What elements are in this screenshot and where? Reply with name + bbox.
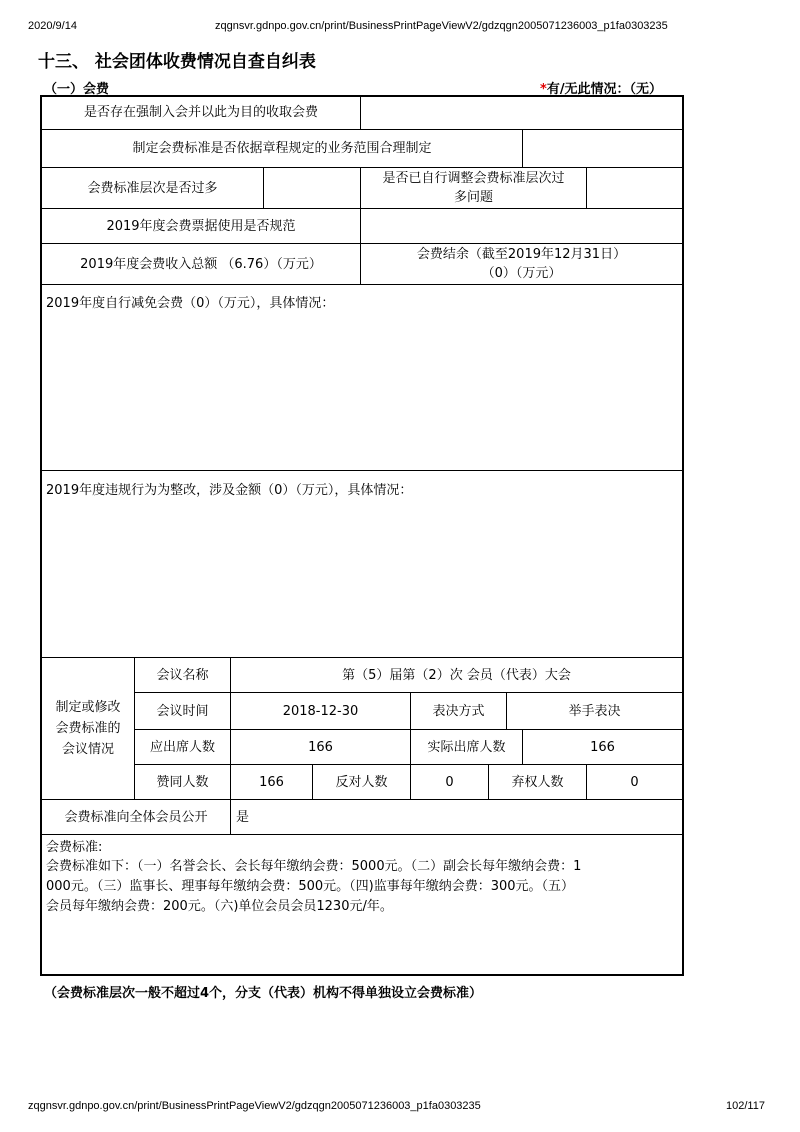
subsection-label: （一）会费 (44, 82, 110, 97)
publicity-label: 会费标准向全体会员公开 (64, 809, 208, 825)
vote-method-label: 表决方式 (432, 703, 485, 719)
row-divider (40, 470, 684, 471)
status-label: 有/无此情况：（无） (546, 82, 663, 97)
meeting-time-value: 2018-12-30 (282, 703, 359, 719)
abstain-count-value: 0 (630, 774, 639, 790)
adjusted-levels-line-2: 多问题 (453, 190, 493, 205)
fee-standard-heading: 会费标准: (46, 840, 103, 855)
oppose-count-value: 0 (445, 774, 454, 790)
agree-count-label: 赞同人数 (156, 774, 209, 790)
violation-details: 2019年度违规行为为整改，涉及金额（0）（万元），具体情况： (46, 483, 413, 498)
expected-attendance-label: 应出席人数 (149, 739, 215, 755)
actual-attendance-value: 166 (590, 739, 615, 755)
fee-levels-answer (264, 168, 360, 208)
agree-count-value: 166 (259, 774, 284, 790)
meeting-side-label-line-1: 制定或修改 (55, 700, 121, 715)
standard-basis-answer (523, 130, 682, 167)
fee-levels-question: 会费标准层次是否过多 (87, 180, 218, 196)
forced-join-question: 是否存在强制入会并以此为目的收取会费 (83, 105, 318, 120)
adjusted-levels-line-1: 是否已自行调整会费标准层次过 (382, 171, 565, 186)
vote-method-value: 举手表决 (568, 703, 621, 719)
meeting-name-label: 会议名称 (156, 667, 209, 683)
fee-balance-line-1: 会费结余（截至2019年12月31日） (416, 247, 627, 262)
meeting-side-label (42, 658, 134, 799)
fee-balance (361, 244, 682, 284)
fee-standard-line-1: 会费标准如下：（一）名誉会长、会长每年缴纳会费：5000元。（二）副会长每年缴纳会费：1 (46, 859, 582, 874)
publicity-value: 是 (236, 809, 250, 825)
footer-url: zqgnsvr.gdnpo.gov.cn/print/BusinessPrintPageViewV2/gdzqgn2005071236003_p1fa0303235 (28, 1100, 481, 1112)
footnote: （会费标准层次一般不超过4个，分支（代表）机构不得单独设立会费标准） (44, 986, 483, 1001)
actual-attendance-label: 实际出席人数 (427, 739, 506, 755)
row-divider (40, 284, 684, 285)
oppose-count-label: 反对人数 (335, 774, 388, 790)
print-date: 2020/9/14 (28, 20, 77, 32)
meeting-name-value: 第（5）届第（2）次 会员（代表）大会 (342, 667, 571, 683)
fee-standard-line-3: 会员每年缴纳会费：200元。（六)单位会员会员1230元/年。 (46, 899, 393, 914)
fee-reduction-details: 2019年度自行减免会费（0）（万元），具体情况： (46, 296, 335, 311)
receipt-answer (361, 209, 682, 243)
row-divider (40, 834, 684, 835)
receipt-question: 2019年度会费票据使用是否规范 (106, 218, 296, 234)
fee-income-total: 2019年度会费收入总额 （6.76）（万元） (80, 256, 322, 272)
fee-standard-line-2: 000元。（三）监事长、理事每年缴纳会费：500元。（四)监事每年缴纳会费：300元。（五） (46, 879, 575, 894)
section-title: 十三、 社会团体收费情况自查自纠表 (38, 52, 316, 72)
required-star: * (540, 82, 547, 97)
fee-balance-line-2: （0）（万元） (481, 266, 562, 281)
meeting-side-label-line-3: 会议情况 (61, 742, 114, 757)
adjusted-levels-answer (587, 168, 682, 208)
meeting-side-label-line-2: 会费标准的 (55, 721, 121, 736)
expected-attendance-value: 166 (308, 739, 333, 755)
print-url: zqgnsvr.gdnpo.gov.cn/print/BusinessPrintPageViewV2/gdzqgn2005071236003_p1fa0303235 (215, 20, 668, 32)
standard-basis-question: 制定会费标准是否依据章程规定的业务范围合理制定 (132, 141, 432, 156)
page-number: 102/117 (726, 1100, 765, 1112)
meeting-time-label: 会议时间 (156, 703, 209, 719)
abstain-count-label: 弃权人数 (511, 774, 564, 790)
adjusted-levels-question (361, 168, 586, 208)
forced-join-answer (361, 96, 682, 129)
